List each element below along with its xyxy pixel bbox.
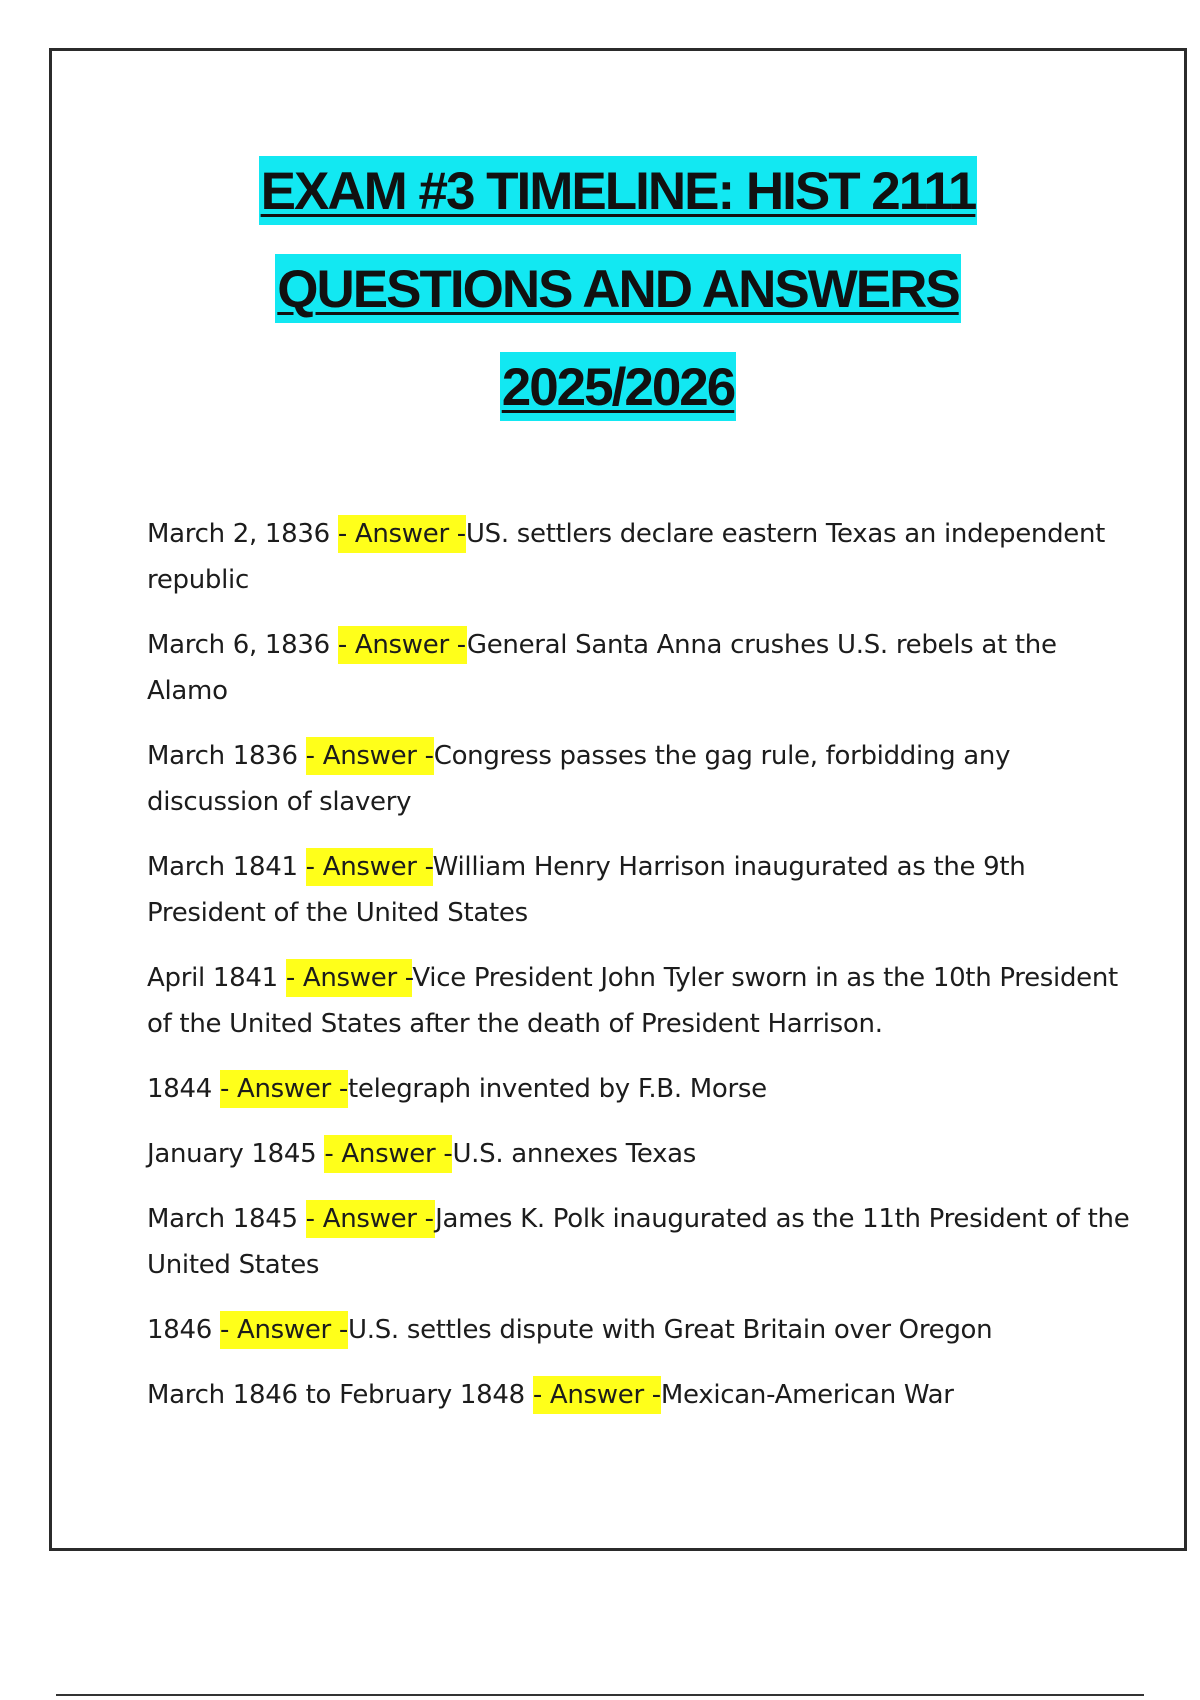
timeline-entry xyxy=(147,622,1137,714)
answer-tag: - Answer - xyxy=(220,1070,348,1108)
document-page xyxy=(49,48,1187,1551)
answer-tag: - Answer - xyxy=(338,515,466,553)
timeline-entry xyxy=(147,955,1137,1047)
entry-question: April 1841 xyxy=(147,963,286,993)
entry-question: 1844 xyxy=(147,1074,220,1104)
entry-answer: US. settlers declare eastern Texas an independent republic xyxy=(147,519,1106,595)
timeline-entries xyxy=(147,511,1137,1437)
answer-tag: - Answer - xyxy=(338,626,467,664)
document-title xyxy=(52,143,1184,437)
answer-tag: - Answer - xyxy=(220,1311,348,1349)
entry-question: March 1836 xyxy=(147,741,306,771)
answer-tag: - Answer - xyxy=(306,1200,436,1238)
answer-tag: - Answer - xyxy=(324,1135,452,1173)
timeline-entry xyxy=(147,1066,1137,1112)
bottom-divider xyxy=(56,1694,1144,1696)
entry-answer: William Henry Harrison inaugurated as the 9th President of the United States xyxy=(147,852,1026,928)
title-line-1: EXAM #3 TIMELINE: HIST 2111 xyxy=(259,156,978,225)
entry-question: March 2, 1836 xyxy=(147,519,338,549)
entry-question: March 1845 xyxy=(147,1204,306,1234)
entry-answer: Mexican-American War xyxy=(660,1380,954,1410)
entry-question: January 1845 xyxy=(147,1139,325,1169)
entry-answer: Vice President John Tyler sworn in as the 10th President of the United States after the death of President Harrison. xyxy=(147,963,1118,1039)
answer-tag: - Answer - xyxy=(306,848,433,886)
entry-question: March 1841 xyxy=(147,852,306,882)
entry-question: March 6, 1836 xyxy=(147,630,338,660)
entry-answer: U.S. settles dispute with Great Britain over Oregon xyxy=(348,1315,993,1345)
entry-answer: U.S. annexes Texas xyxy=(452,1139,697,1169)
entry-answer: telegraph invented by F.B. Morse xyxy=(348,1074,767,1104)
timeline-entry xyxy=(147,1131,1137,1177)
entry-question: 1846 xyxy=(147,1315,220,1345)
entry-answer: General Santa Anna crushes U.S. rebels at the Alamo xyxy=(147,630,1057,706)
timeline-entry xyxy=(147,511,1137,603)
answer-tag: - Answer - xyxy=(533,1376,661,1414)
entry-question: March 1846 to February 1848 xyxy=(147,1380,533,1410)
title-line-3: 2025/2026 xyxy=(500,352,737,421)
answer-tag: - Answer - xyxy=(286,959,413,997)
timeline-entry xyxy=(147,1307,1137,1353)
timeline-entry xyxy=(147,1372,1137,1418)
timeline-entry xyxy=(147,1196,1137,1288)
timeline-entry xyxy=(147,733,1137,825)
answer-tag: - Answer - xyxy=(306,737,434,775)
timeline-entry xyxy=(147,844,1137,936)
entry-answer: Congress passes the gag rule, forbidding any discussion of slavery xyxy=(147,741,1011,817)
entry-answer: James K. Polk inaugurated as the 11th President of the United States xyxy=(147,1204,1130,1280)
title-line-2: QUESTIONS AND ANSWERS xyxy=(275,254,960,323)
